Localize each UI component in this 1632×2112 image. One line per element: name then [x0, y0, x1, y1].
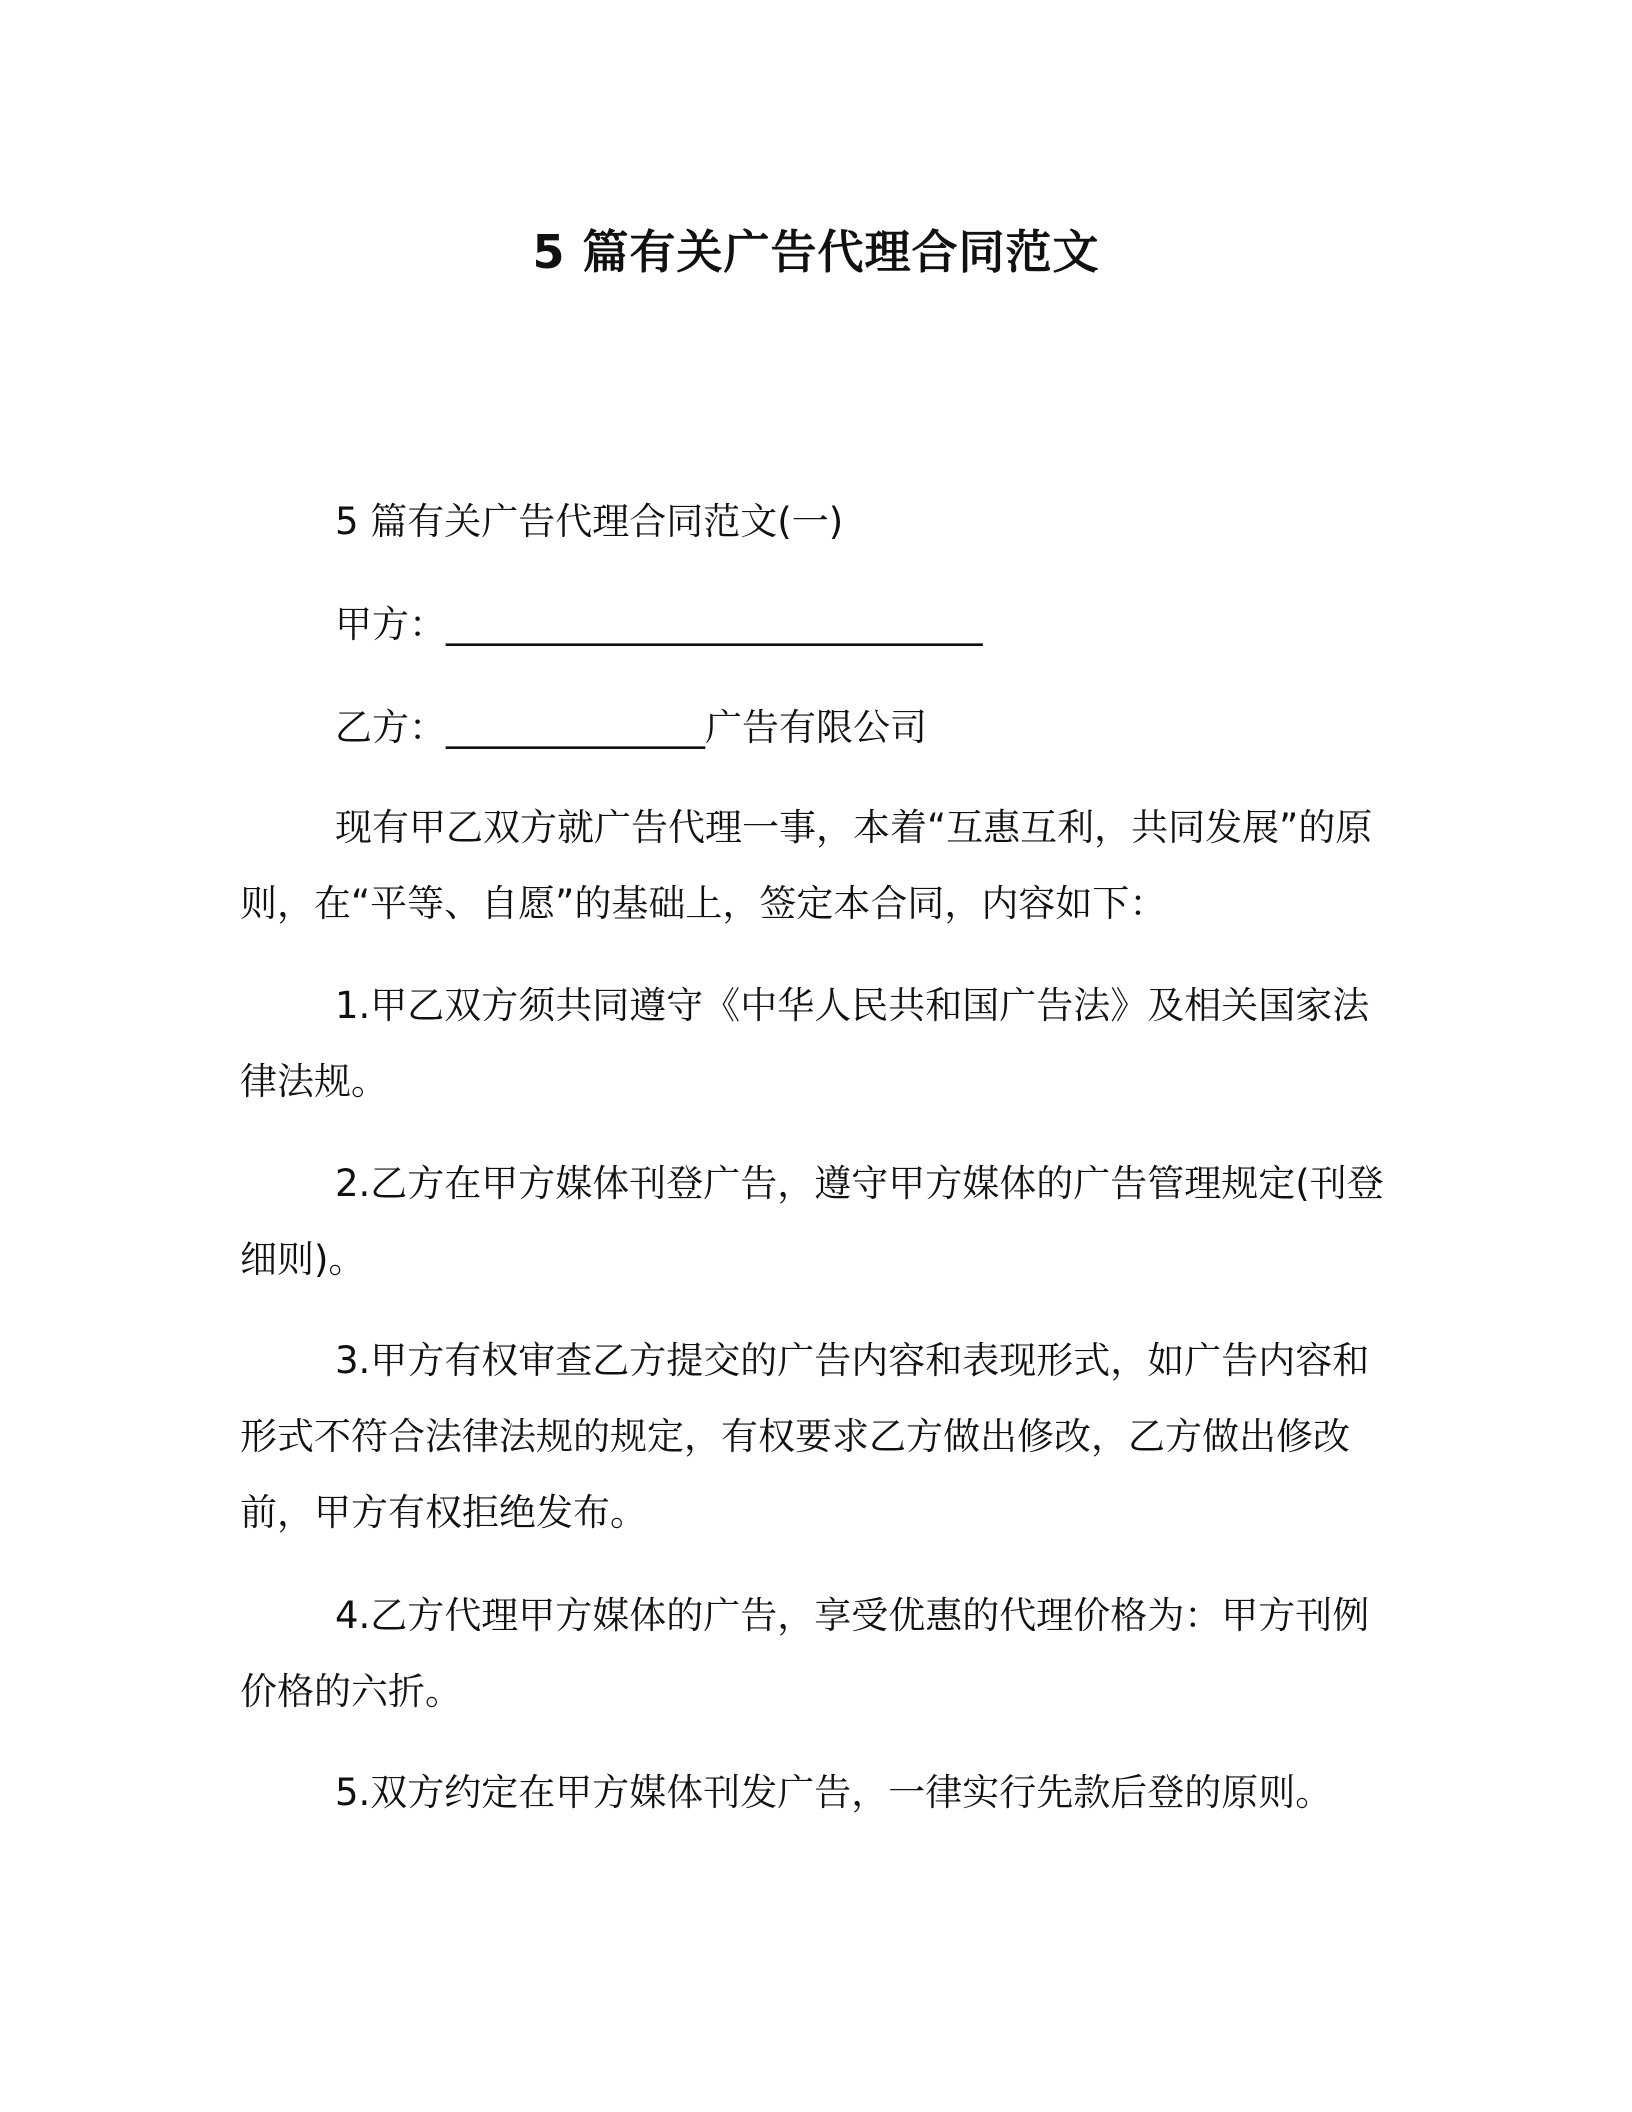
- clause-2: 2.乙方在甲方媒体刊登广告，遵守甲方媒体的广告管理规定(刊登细则)。: [240, 1162, 1384, 1281]
- clause-5: 5.双方约定在甲方媒体刊发广告，一律实行先款后登的原则。: [335, 1771, 1333, 1814]
- document-title: 5 篇有关广告代理合同范文: [532, 225, 1100, 279]
- party-b-line: 乙方：______________广告有限公司: [335, 706, 927, 749]
- section-heading: 5 篇有关广告代理合同范文(一): [335, 500, 844, 543]
- intro-paragraph: 现有甲乙双方就广告代理一事，本着“互惠互利，共同发展”的原则，在“平等、自愿”的基础上，签定本合同，内容如下：: [240, 806, 1373, 925]
- clause-4: 4.乙方代理甲方媒体的广告，享受优惠的代理价格为：甲方刊例价格的六折。: [240, 1594, 1370, 1713]
- clause-1: 1.甲乙双方须共同遵守《中华人民共和国广告法》及相关国家法律法规。: [240, 984, 1370, 1103]
- clause-3: 3.甲方有权审查乙方提交的广告内容和表现形式，如广告内容和形式不符合法律法规的规定，有权要求乙方做出修改，乙方做出修改前，甲方有权拒绝发布。: [240, 1339, 1370, 1534]
- party-a-line: 甲方：_____________________________: [335, 603, 983, 646]
